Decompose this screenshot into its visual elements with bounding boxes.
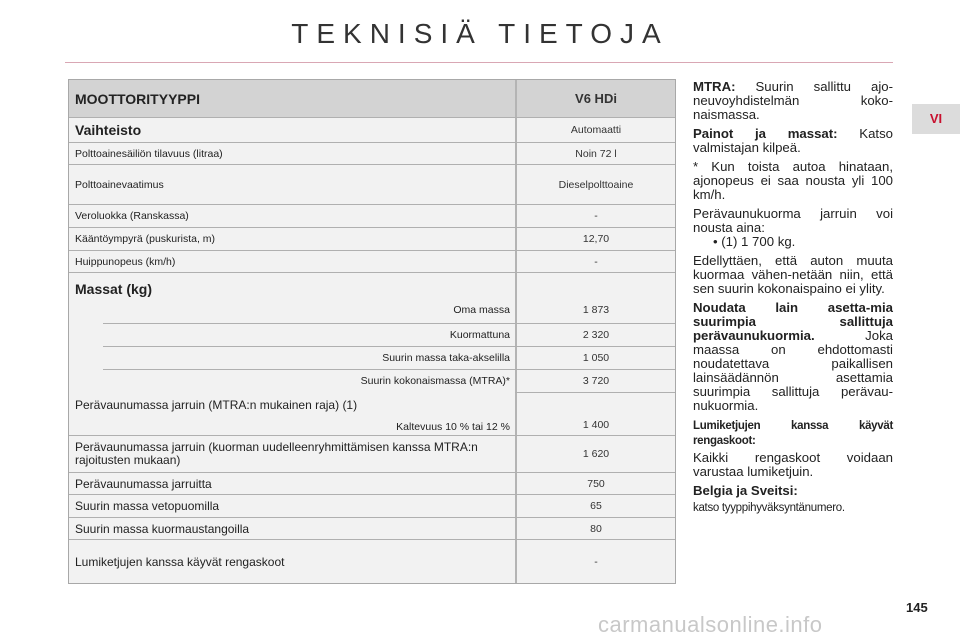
page-number: 145: [906, 600, 928, 615]
masses-heading: Massat (kg): [75, 281, 153, 297]
trailer-bullet: • (1) 1 700 kg.: [713, 234, 796, 249]
watermark: carmanualsonline.info: [598, 612, 823, 637]
engine-type-label: MOOTTORITYYPPI: [75, 90, 200, 107]
tax-class-label: Veroluokka (Ranskassa): [75, 210, 189, 222]
table-header-row: [69, 80, 675, 117]
weights-heading: Painot ja massat:: [693, 126, 838, 141]
trailer-redistribution-value: 1 620: [515, 436, 675, 472]
table-row: [69, 370, 675, 392]
unbraked-trailer-label: Perävaunumassa jarruitta: [75, 476, 212, 491]
chains-heading: Lumiketjujen kanssa käyvät rengaskoot:: [693, 420, 893, 447]
top-speed-label: Huippunopeus (km/h): [75, 255, 176, 268]
fuel-tank-label: Polttoainesäiliön tilavuus (litraa): [75, 147, 223, 160]
weights-text: Katso valmistajan kilpeä.: [693, 126, 894, 155]
chapter-tab: VI: [912, 104, 960, 134]
gradient-label: Kaltevuus 10 % tai 12 %: [396, 420, 510, 433]
chains-note: Kaikki rengaskoot voidaan varustaa lumiketjuin.: [693, 450, 893, 479]
table-row: [69, 473, 675, 494]
table-row: [69, 205, 675, 227]
fuel-tank-value: Noin 72 l: [515, 143, 675, 164]
laden-weight-label: Kuormattuna: [449, 329, 510, 341]
table-row: [69, 228, 675, 250]
snow-chains-value: -: [515, 540, 675, 583]
table-row: [69, 324, 675, 346]
weights-note: [693, 127, 893, 155]
top-speed-value: -: [515, 251, 675, 272]
rear-axle-value: 1 050: [515, 347, 675, 369]
table-row: [69, 165, 675, 204]
table-row: [69, 518, 675, 539]
braked-trailer-value: 1 400: [515, 393, 675, 435]
braked-trailer-label: Perävaunumassa jarruin (MTRA:n mukainen raja) (1): [75, 398, 358, 412]
respect-note: [693, 301, 893, 413]
table-row: [69, 540, 675, 583]
tax-class-value: -: [515, 205, 675, 227]
towbar-load-value: 65: [515, 495, 675, 517]
curb-weight-value: 1 873: [515, 297, 675, 323]
snow-chains-label: Lumiketjujen kanssa käyvät rengaskoot: [75, 554, 285, 569]
mtra-heading: MTRA:: [693, 79, 736, 94]
turning-circle-value: 12,70: [515, 228, 675, 250]
respect-heading: Noudata lain asetta-mia suurimpia sallittuja perävaunukuormia.: [693, 300, 893, 343]
trailer-note: Perävaunukuorma jarruin voi nousta aina:: [693, 206, 893, 235]
specifications-table: [68, 79, 676, 584]
page-title: TEKNISIÄ TIETOJA: [291, 18, 669, 49]
fuel-type-label: Polttoainevaatimus: [75, 178, 164, 191]
towing-note: * Kun toista autoa hinataan, ajonopeus ei saa nousta yli 100 km/h.: [693, 159, 893, 202]
provided-note: Edellyttäen, että auton muuta kuormaa vähen-netään niin, että sen suurin kokonaispaino ei ylity.: [693, 253, 893, 296]
notes-column: [693, 80, 893, 520]
gearbox-value: Automaatti: [515, 118, 675, 142]
table-row: [69, 495, 675, 517]
gearbox-label: Vaihteisto: [75, 122, 142, 138]
rear-axle-label: Suurin massa taka-akselilla: [382, 352, 510, 364]
gearbox-row: [69, 118, 675, 142]
trailer-redistribution-label: Perävaunumassa jarruin (kuorman uudelleenryhmittämisen kanssa MTRA:n rajoitusten mukaan): [75, 440, 478, 467]
title-divider: [65, 62, 893, 63]
table-row: [69, 436, 675, 472]
curb-weight-label: Oma massa: [453, 304, 510, 316]
fuel-type-value: Dieselpolttoaine: [515, 165, 675, 204]
towbar-load-label: Suurin massa vetopuomilla: [75, 499, 220, 513]
belgium-note: katso tyyppihyväksyntänumero.: [693, 502, 845, 514]
belgium-heading: Belgia ja Sveitsi:: [693, 483, 798, 498]
engine-type-value: V6 HDi: [515, 80, 675, 117]
gross-train-label: Suurin kokonaismassa (MTRA)*: [360, 375, 510, 387]
respect-text: Joka maassa on ehdottomasti noudatettava paikallisen lainsäädännön asettamia suurimpia sallittuja perävau-nukuormia.: [693, 328, 893, 413]
table-row: [69, 251, 675, 272]
masses-heading-row: [69, 273, 675, 297]
gross-train-value: 3 720: [515, 370, 675, 392]
mtra-note: [693, 80, 893, 122]
unbraked-trailer-value: 750: [515, 473, 675, 494]
table-row: [69, 297, 675, 323]
roof-bars-label: Suurin massa kuormaustangoilla: [75, 521, 250, 536]
table-row: [69, 347, 675, 369]
roof-bars-value: 80: [515, 518, 675, 539]
mtra-text: Suurin sallittu ajo-neuvoyhdistelmän koko-naismassa.: [693, 79, 893, 122]
table-row: [69, 143, 675, 164]
turning-circle-label: Kääntöympyrä (puskurista, m): [75, 233, 216, 245]
laden-weight-value: 2 320: [515, 324, 675, 346]
